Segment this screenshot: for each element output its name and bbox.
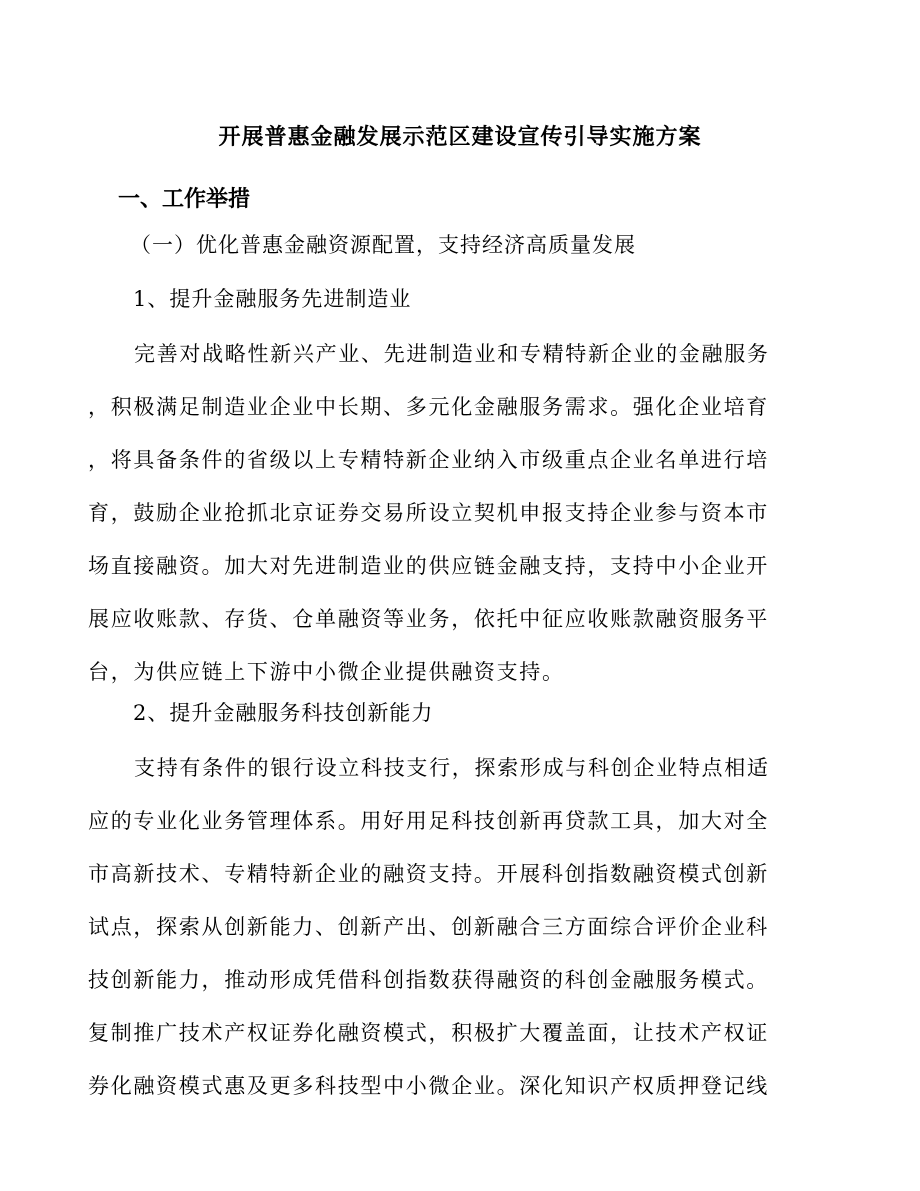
paragraph-line: 技创新能力，推动形成凭借科创指数获得融资的科创金融服务模式。 [88,968,769,992]
section-heading: 一、工作举措 [118,186,251,212]
subsection-heading: （一）优化普惠金融资源配置，支持经济高质量发展 [130,233,636,257]
paragraph-line: 场直接融资。加大对先进制造业的供应链金融支持，支持中小企业开 [88,554,769,578]
paragraph-line: 台，为供应链上下游中小微企业提供融资支持。 [88,660,565,684]
item1-heading: 1、提升金融服务先进制造业 [133,287,412,311]
paragraph-line: 完善对战略性新兴产业、先进制造业和专精特新企业的金融服务 [134,342,770,366]
document-title: 开展普惠金融发展示范区建设宣传引导实施方案 [218,124,702,150]
paragraph-line: 市高新技术、专精特新企业的融资支持。开展科创指数融资模式创新 [88,862,769,886]
paragraph-line: 应的专业化业务管理体系。用好用足科技创新再贷款工具，加大对全 [88,809,769,833]
item2-heading: 2、提升金融服务科技创新能力 [133,701,434,725]
item2-paragraph [88,742,832,1113]
paragraph-line: 育，鼓励企业抢抓北京证券交易所设立契机申报支持企业参与资本市 [88,501,769,525]
paragraph-line: ，将具备条件的省级以上专精特新企业纳入市级重点企业名单进行培 [88,448,769,472]
paragraph-line: 试点，探索从创新能力、创新产出、创新融合三方面综合评价企业科 [88,915,769,939]
paragraph-line: 支持有条件的银行设立科技支行，探索形成与科创企业特点相适 [134,756,770,780]
item1-paragraph [88,328,832,699]
paragraph-line: 券化融资模式惠及更多科技型中小微企业。深化知识产权质押登记线 [88,1074,769,1098]
paragraph-line: ，积极满足制造业企业中长期、多元化金融服务需求。强化企业培育 [88,395,769,419]
paragraph-line: 复制推广技术产权证券化融资模式，积极扩大覆盖面，让技术产权证 [88,1021,769,1045]
paragraph-line: 展应收账款、存货、仓单融资等业务，依托中征应收账款融资服务平 [88,607,769,631]
